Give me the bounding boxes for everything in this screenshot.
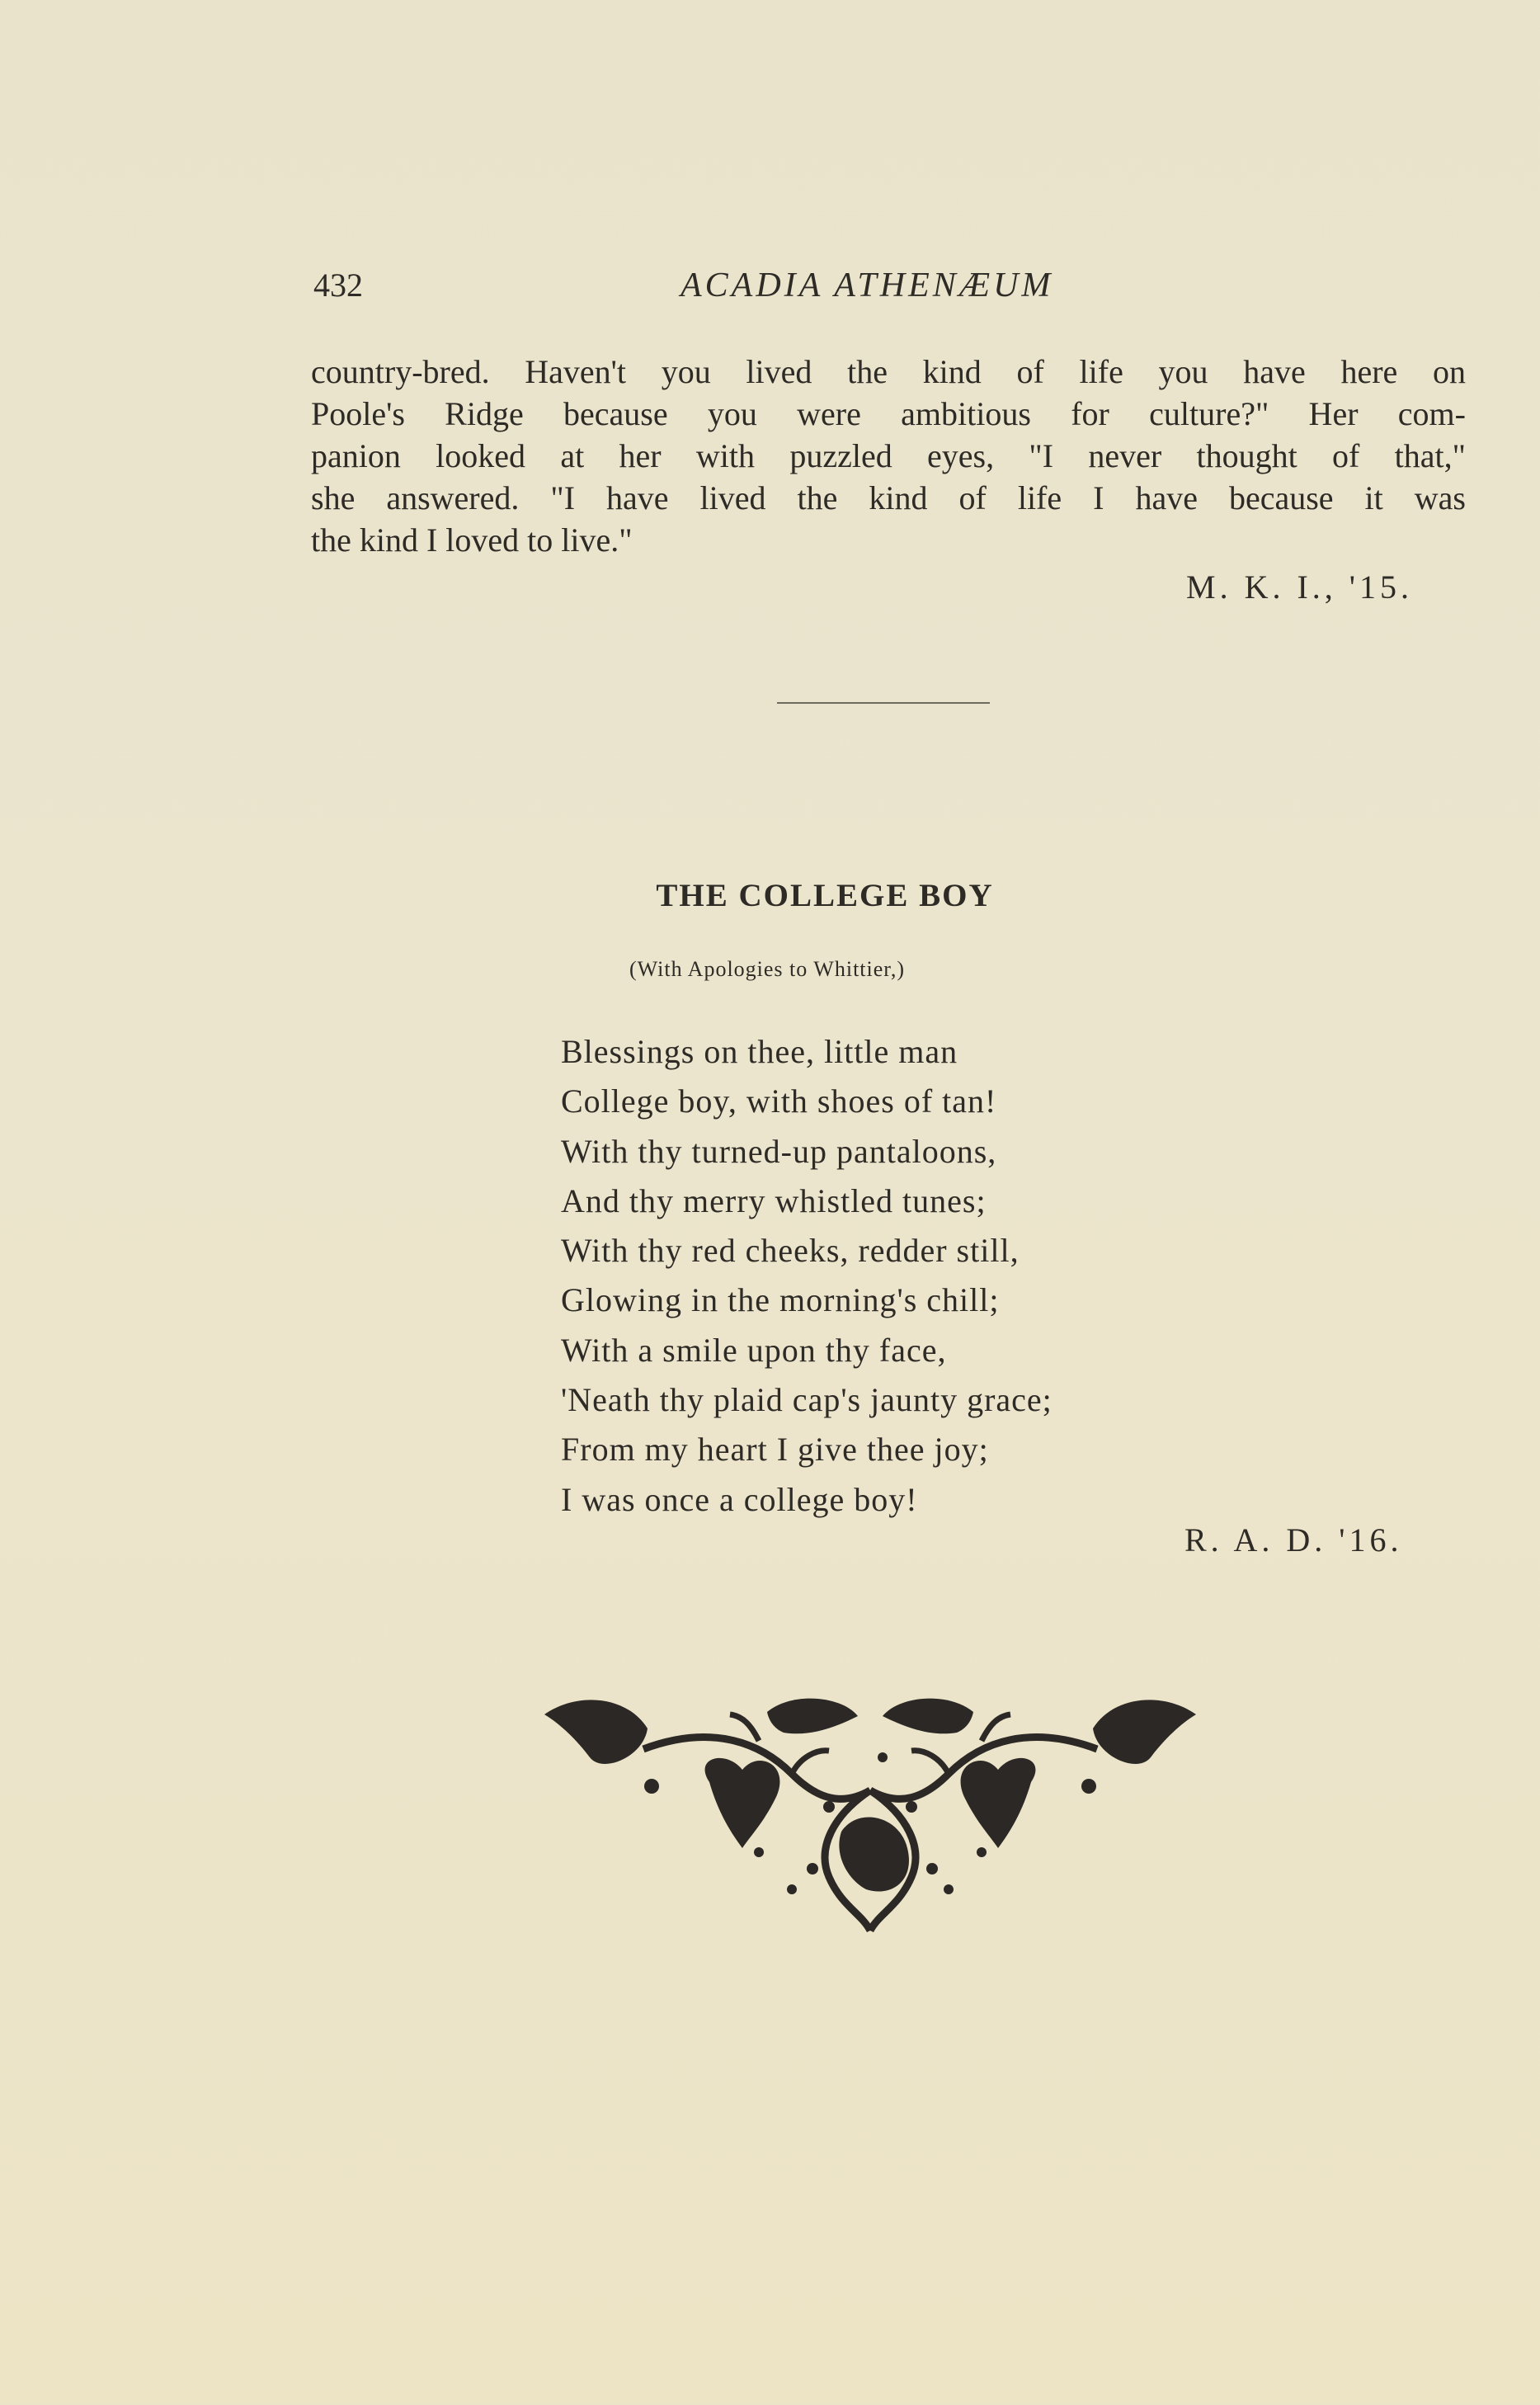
prose-line: country-bred. Haven't you lived the kind of life you have here on — [311, 353, 1466, 390]
poem-body — [561, 1027, 1188, 1525]
prose-line: Poole's Ridge because you were ambitious for culture?" Her com- — [311, 395, 1466, 432]
prose-paragraph — [311, 351, 1466, 561]
page-header — [313, 266, 1468, 315]
poem-signature: R. A. D. '16. — [1184, 1521, 1403, 1559]
poem-title: THE COLLEGE BOY — [656, 878, 994, 913]
poem-line: And thy merry whistled tunes; — [561, 1181, 987, 1219]
section-divider — [777, 702, 990, 704]
prose-line: panion looked at her with puzzled eyes, "I never thought of that," — [311, 437, 1466, 474]
poem-line: With thy red cheeks, redder still, — [561, 1232, 1020, 1270]
floral-vine-ornament-icon — [544, 1691, 1196, 1939]
poem-subtitle: (With Apologies to Whittier,) — [629, 957, 906, 981]
prose-line: the kind I loved to live." — [311, 521, 633, 559]
poem-line: College boy, with shoes of tan! — [561, 1082, 997, 1120]
poem-line: I was once a college boy! — [561, 1480, 918, 1518]
poem-line: From my heart I give thee joy; — [561, 1431, 989, 1469]
page-number: 432 — [313, 266, 363, 304]
prose-line: she answered. "I have lived the kind of life I have because it was — [311, 479, 1466, 516]
poem-line: 'Neath thy plaid cap's jaunty grace; — [561, 1381, 1053, 1419]
poem-line: With a smile upon thy face, — [561, 1331, 947, 1369]
prose-signature: M. K. I., '15. — [1186, 568, 1413, 606]
running-title: ACADIA ATHENÆUM — [681, 266, 1054, 304]
poem-line: Blessings on thee, little man — [561, 1033, 958, 1070]
poem-line: Glowing in the morning's chill; — [561, 1281, 1000, 1319]
poem-line: With thy turned-up pantaloons, — [561, 1132, 997, 1170]
